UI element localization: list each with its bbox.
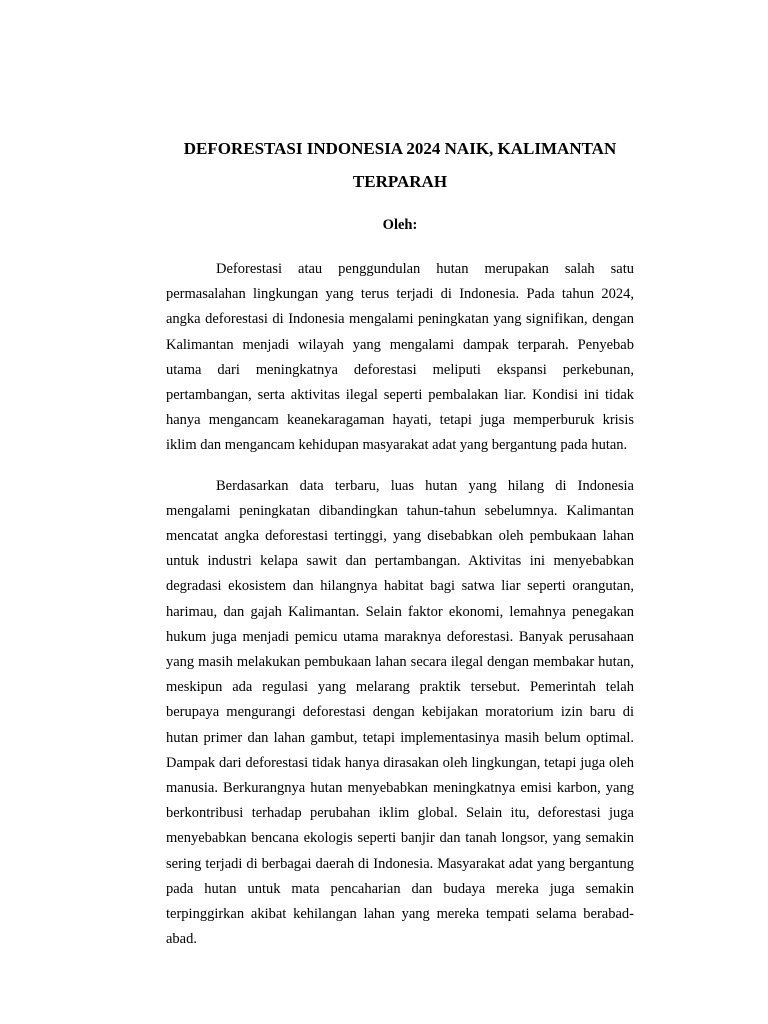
body-paragraph-2: Berdasarkan data terbaru, luas hutan yang hilang di Indonesia mengalami peningkatan dibandingkan tahun-tahun sebelumnya. Kalimantan mencatat angka deforestasi tertinggi, yang disebabkan oleh pembukaan lahan untuk industri kelapa sawit dan pertambangan. Aktivitas ini menyebabkan degradasi ekosistem dan hilangnya habitat bagi satwa liar seperti orangutan, harimau, dan gajah Kalimantan. Selain faktor ekonomi, lemahnya penegakan hukum juga menjadi pemicu utama maraknya deforestasi. Banyak perusahaan yang masih melakukan pembukaan lahan secara ilegal dengan membakar hutan, meskipun ada regulasi yang melarang praktik tersebut. Pemerintah telah berupaya mengurangi deforestasi dengan kebijakan moratorium izin baru di hutan primer dan lahan gambut, tetapi implementasinya masih belum optimal. Dampak dari deforestasi tidak hanya dirasakan oleh lingkungan, tetapi juga oleh manusia. Berkurangnya hutan menyebabkan meningkatnya emisi karbon, yang berkontribusi terhadap perubahan iklim global. Selain itu, deforestasi juga menyebabkan bencana ekologis seperti banjir dan tanah longsor, yang semakin sering terjadi di berbagai daerah di Indonesia. Masyarakat adat yang bergantung pada hutan untuk mata pencaharian dan budaya mereka juga semakin terpinggirkan akibat kehilangan lahan yang mereka tempati selama berabad-abad. bbox=[166, 477, 634, 948]
document-page bbox=[166, 132, 634, 952]
document-title: DEFORESTASI INDONESIA 2024 NAIK, KALIMANTAN TERPARAH bbox=[183, 139, 617, 191]
body-paragraph-1: Deforestasi atau penggundulan hutan merupakan salah satu permasalahan lingkungan yang terus terjadi di Indonesia. Pada tahun 2024, angka deforestasi di Indonesia mengalami peningkatan yang signifikan, dengan Kalimantan menjadi wilayah yang mengalami dampak terparah. Penyebab utama dari meningkatnya deforestasi meliputi ekspansi perkebunan, pertambangan, serta aktivitas ilegal seperti pembalakan liar. Kondisi ini tidak hanya mengancam keanekaragaman hayati, tetapi juga memperburuk krisis iklim dan mengancam kehidupan masyarakat adat yang bergantung pada hutan. bbox=[166, 261, 634, 454]
author-byline: Oleh: bbox=[382, 217, 418, 233]
